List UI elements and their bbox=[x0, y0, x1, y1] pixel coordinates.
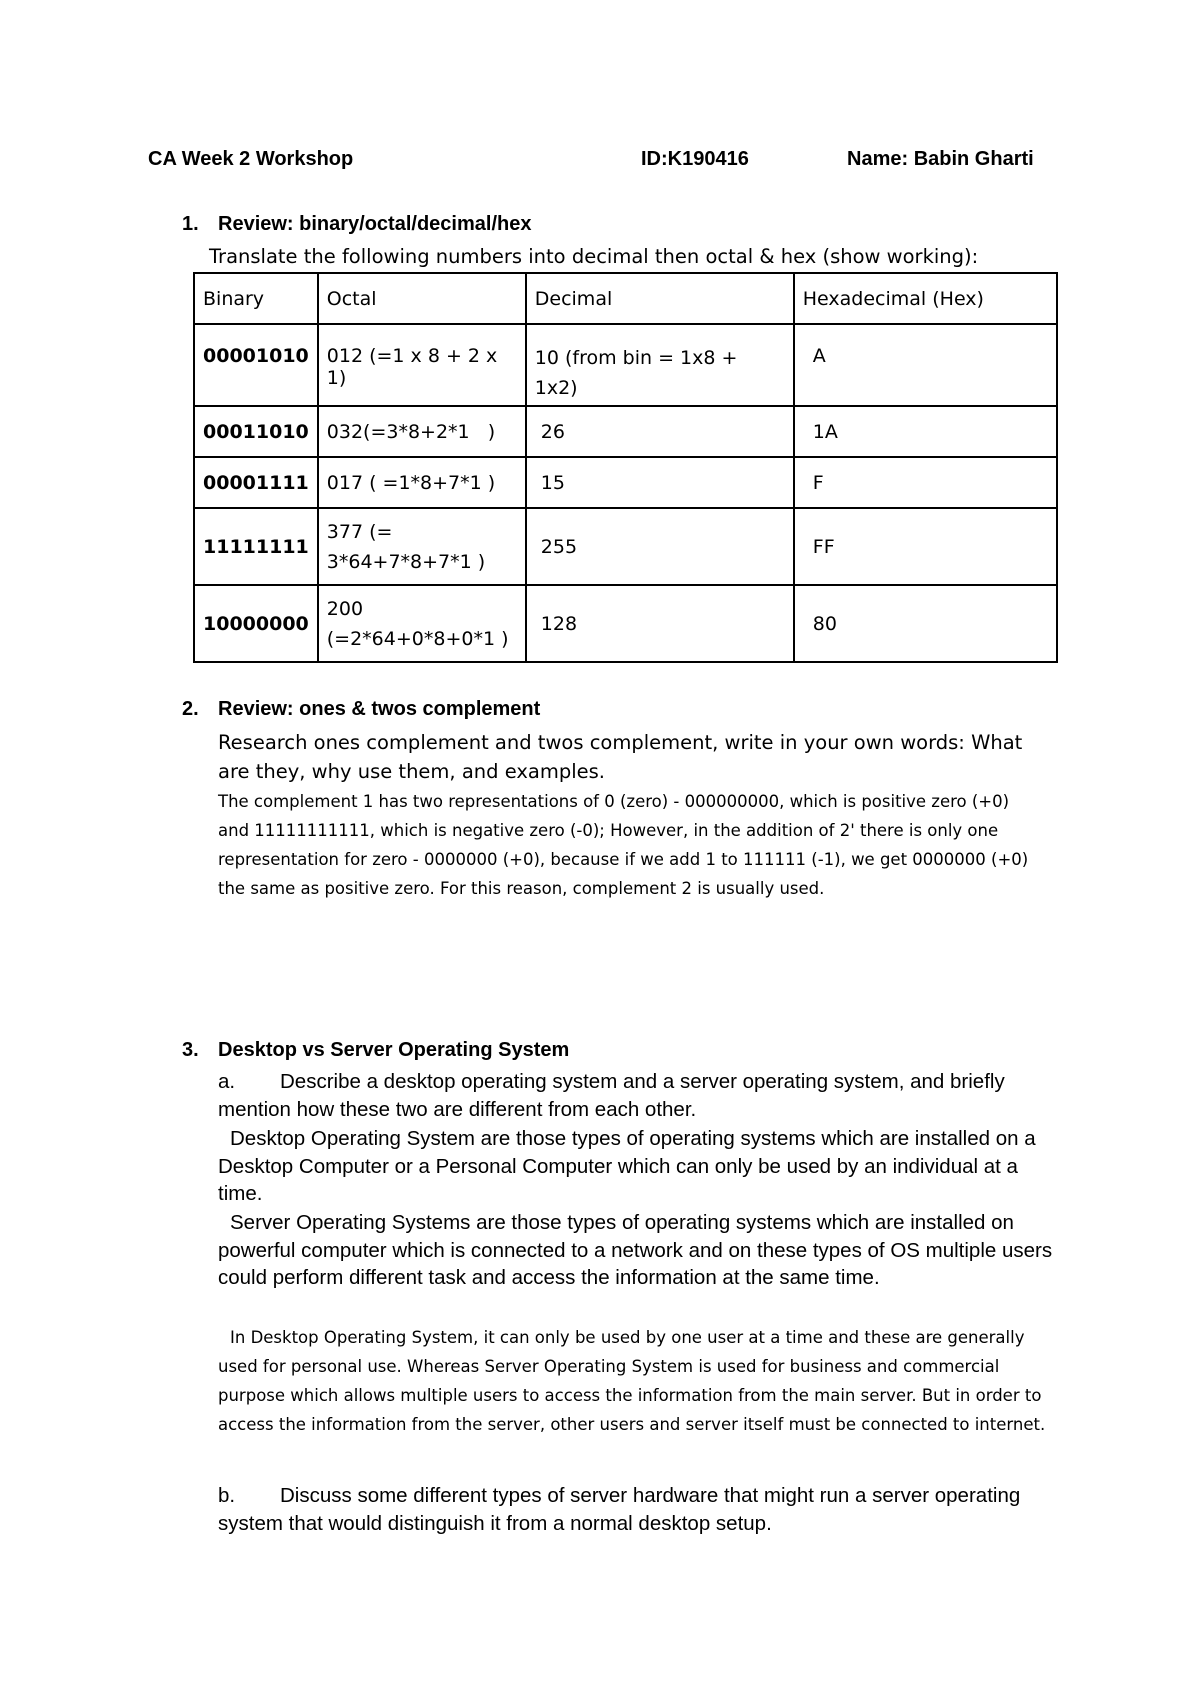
question-a-label: a. bbox=[218, 1070, 236, 1093]
section-1-heading bbox=[182, 213, 532, 236]
table-cell-hex: FF bbox=[794, 508, 1057, 585]
document-title: CA Week 2 Workshop bbox=[148, 148, 354, 170]
table-cell-binary: 00001010 bbox=[194, 324, 318, 406]
table-cell-hex: 80 bbox=[794, 585, 1057, 662]
section-1-instruction: Translate the following numbers into decimal then octal & hex (show working): bbox=[209, 245, 979, 268]
section-2-heading bbox=[182, 698, 541, 721]
desktop-os-paragraph: Desktop Operating System are those types of operating systems which are installed on a Desktop Computer or a Personal Computer which can only be used by an individual at a time. bbox=[218, 1127, 1036, 1206]
table-row bbox=[194, 508, 1057, 585]
question-b-label: b. bbox=[218, 1484, 236, 1507]
table-cell-decimal: 26 bbox=[526, 406, 794, 457]
section-2-title: Review: ones & twos complement bbox=[218, 698, 541, 720]
section-3-question-a bbox=[218, 1068, 1058, 1123]
section-3-heading bbox=[182, 1039, 570, 1062]
table-cell-binary: 00001111 bbox=[194, 457, 318, 508]
table-header-row bbox=[194, 273, 1057, 324]
table-cell-octal: 017 ( =1*8+7*1 ) bbox=[318, 457, 526, 508]
table-cell-decimal: 255 bbox=[526, 508, 794, 585]
question-b-text: Discuss some different types of server hardware that might run a server operating system that would distinguish it from a normal desktop setup. bbox=[218, 1484, 1021, 1535]
student-id: ID:K190416 bbox=[641, 148, 749, 170]
table-cell-binary: 00011010 bbox=[194, 406, 318, 457]
student-name: Name: Babin Gharti bbox=[847, 148, 1034, 170]
section-1-number: 1. bbox=[182, 213, 199, 235]
table-cell-octal: 377 (= 3*64+7*8+7*1 ) bbox=[318, 508, 526, 585]
table-cell-octal: 200 (=2*64+0*8+0*1 ) bbox=[318, 585, 526, 662]
section-2-question: Research ones complement and twos complement, write in your own words: What are they, why use them, and examples. bbox=[218, 731, 1023, 783]
table-cell-hex: A bbox=[794, 324, 1057, 406]
server-os-paragraph: Server Operating Systems are those types of operating systems which are installed on powerful computer which is connected to a network and on these types of OS multiple users could perform different task and access the information at the same time. bbox=[218, 1211, 1053, 1290]
table-row bbox=[194, 585, 1057, 662]
section-3-title: Desktop vs Server Operating System bbox=[218, 1039, 570, 1061]
table-cell-octal: 032(=3*8+2*1 ) bbox=[318, 406, 526, 457]
table-cell-binary: 10000000 bbox=[194, 585, 318, 662]
table-cell-decimal: 10 (from bin = 1x8 + 1x2) bbox=[526, 324, 794, 406]
difference-paragraph: In Desktop Operating System, it can only be used by one user at a time and these are generally used for personal use. Whereas Server Operating System is used for business and commercial purpose which allows multiple users to access the information from the main server. But in order to access the information from the server, other users and server itself must be connected to internet. bbox=[218, 1328, 1046, 1434]
table-header-cell: Octal bbox=[318, 273, 526, 324]
table-header-cell: Binary bbox=[194, 273, 318, 324]
section-2-number: 2. bbox=[182, 698, 199, 720]
table-cell-hex: F bbox=[794, 457, 1057, 508]
section-2-answer: The complement 1 has two representations of 0 (zero) - 000000000, which is positive zero (+0) and 11111111111, which is negative zero (-0); However, in the addition of 2' there is only one representation for zero - 0000000 (+0), because if we add 1 to 111111 (-1), we get 0000000 (+0) the same as positive zero. For this reason, complement 2 is usually used. bbox=[218, 792, 1029, 898]
table-header-cell: Hexadecimal (Hex) bbox=[794, 273, 1057, 324]
question-a-text: Describe a desktop operating system and a server operating system, and briefly mention how these two are different from each other. bbox=[218, 1070, 1005, 1121]
table-cell-binary: 11111111 bbox=[194, 508, 318, 585]
table-row bbox=[194, 457, 1057, 508]
table-header-cell: Decimal bbox=[526, 273, 794, 324]
section-3-number: 3. bbox=[182, 1039, 199, 1061]
table-row bbox=[194, 324, 1057, 406]
table-row bbox=[194, 406, 1057, 457]
table-cell-octal: 012 (=1 x 8 + 2 x 1) bbox=[318, 324, 526, 406]
table-cell-decimal: 15 bbox=[526, 457, 794, 508]
section-1-title: Review: binary/octal/decimal/hex bbox=[218, 213, 532, 235]
section-3-question-b bbox=[218, 1482, 1058, 1537]
conversion-table bbox=[193, 272, 1058, 663]
table-cell-decimal: 128 bbox=[526, 585, 794, 662]
table-cell-hex: 1A bbox=[794, 406, 1057, 457]
